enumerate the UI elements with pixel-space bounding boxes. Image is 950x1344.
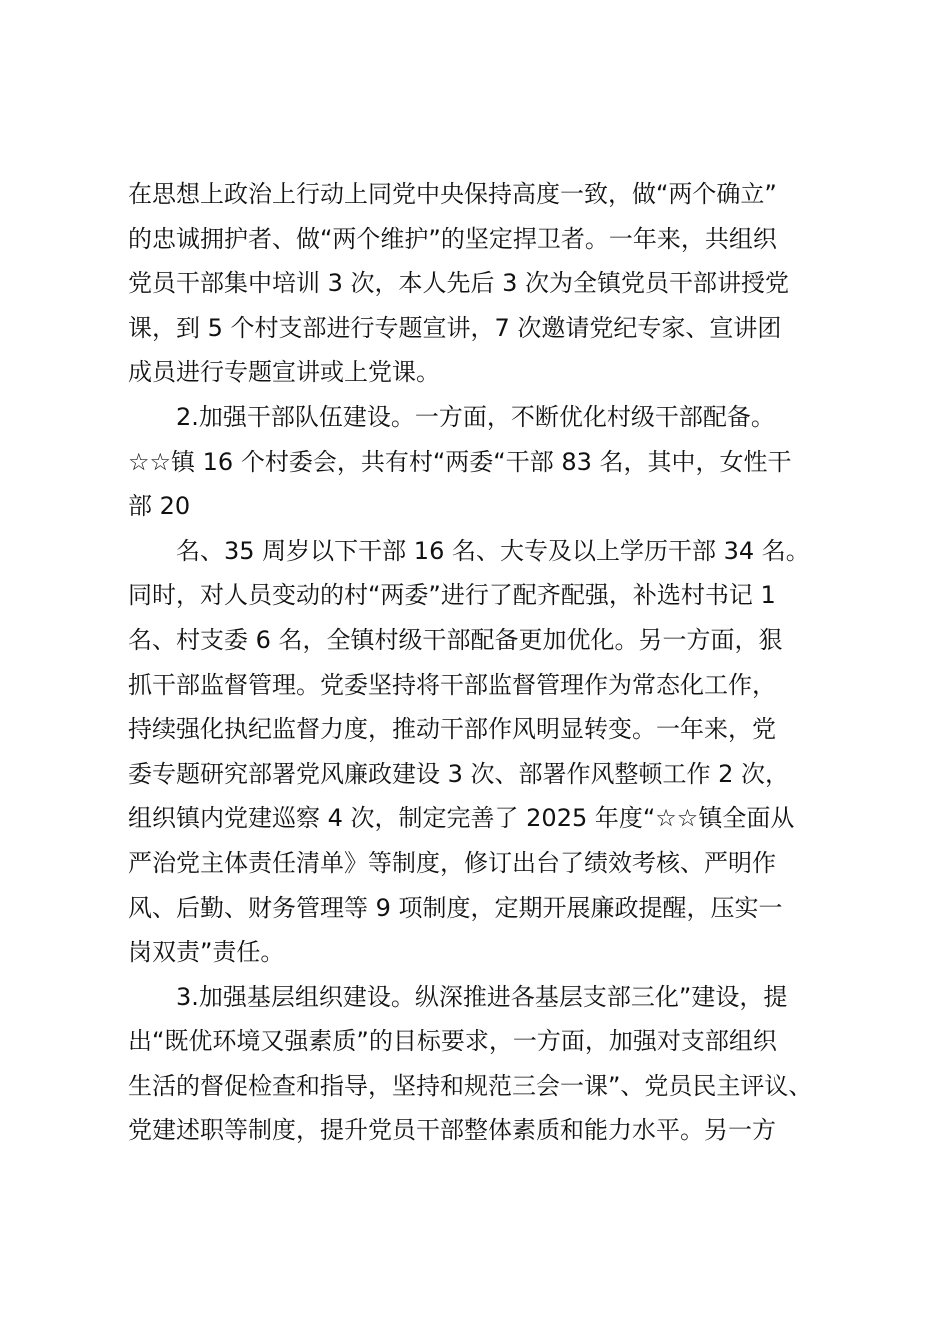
text-line: 党建述职等制度，提升党员干部整体素质和能力水平。另一方 bbox=[128, 1116, 776, 1145]
text-line: 委专题研究部署党风廉政建设 3 次、部署作风整顿工作 2 次， bbox=[128, 759, 790, 788]
text-line: 抓干部监督管理。党委坚持将干部监督管理作为常态化工作， bbox=[128, 670, 776, 699]
text-line: 严治党主体责任清单》等制度，修订出台了绩效考核、严明作 bbox=[128, 848, 776, 877]
text-line: 成员进行专题宣讲或上党课。 bbox=[128, 358, 440, 387]
text-line: 组织镇内党建巡察 4 次，制定完善了 2025 年度“☆☆镇全面从 bbox=[128, 804, 795, 833]
text-line: ☆☆镇 16 个村委会，共有村“两委“干部 83 名，其中，女性干 bbox=[128, 447, 792, 476]
text-line: 部 20 bbox=[128, 492, 191, 521]
text-line: 生活的督促检查和指导，坚持和规范三会一课”、党员民主评议、 bbox=[128, 1071, 813, 1100]
text-line: 风、后勤、财务管理等 9 项制度，定期开展廉政提醒，压实一 bbox=[128, 893, 783, 922]
section-heading-line: 2.加强干部队伍建设。一方面，不断优化村级干部配备。 bbox=[176, 402, 775, 431]
text-line: 同时，对人员变动的村“两委”进行了配齐配强，补选村书记 1 bbox=[128, 581, 776, 610]
document-body bbox=[128, 172, 848, 1153]
text-line: 课，到 5 个村支部进行专题宣讲，7 次邀请党纪专家、宣讲团 bbox=[128, 313, 782, 342]
text-line: 在思想上政治上行动上同党中央保持高度一致，做“两个确立” bbox=[128, 180, 777, 208]
text-line: 党员干部集中培训 3 次，本人先后 3 次为全镇党员干部讲授党 bbox=[128, 269, 790, 298]
section-heading-line: 3.加强基层组织建设。纵深推进各基层支部三化”建设，提 bbox=[176, 982, 788, 1011]
text-line: 岗双责”责任。 bbox=[128, 938, 285, 967]
text-line: 出“既优环境又强素质”的目标要求，一方面，加强对支部组织 bbox=[128, 1027, 777, 1056]
text-line: 名、村支委 6 名，全镇村级干部配备更加优化。另一方面，狠 bbox=[128, 625, 783, 654]
text-line: 持续强化执纪监督力度，推动干部作风明显转变。一年来，党 bbox=[128, 715, 776, 744]
text-line: 名、35 周岁以下干部 16 名、大专及以上学历干部 34 名。 bbox=[176, 536, 810, 565]
text-line: 的忠诚拥护者、做“两个维护”的坚定捍卫者。一年来，共组织 bbox=[128, 224, 777, 253]
